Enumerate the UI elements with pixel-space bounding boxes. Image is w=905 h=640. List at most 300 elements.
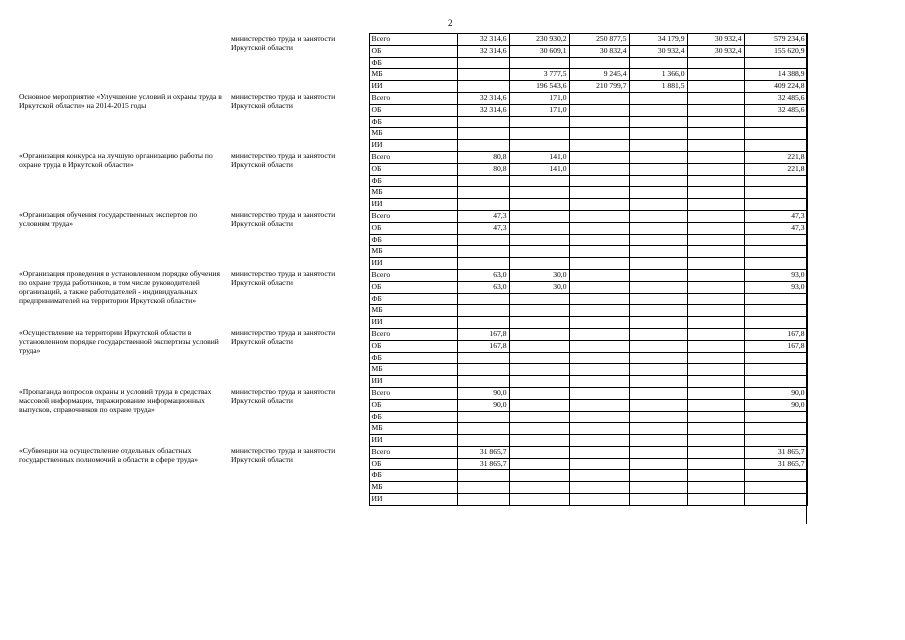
total-cell: 47,3 bbox=[744, 222, 807, 234]
page-number: 2 bbox=[448, 18, 453, 28]
amount-cell: 90,0 bbox=[457, 387, 509, 399]
amount-cell bbox=[629, 281, 687, 293]
total-cell: 167,8 bbox=[744, 340, 807, 352]
amount-cell: 141,0 bbox=[509, 151, 569, 163]
activity-name bbox=[17, 34, 229, 93]
amount-cell bbox=[457, 128, 509, 140]
amount-cell bbox=[629, 376, 687, 388]
amount-cell bbox=[569, 57, 629, 69]
funding-source: ИИ bbox=[369, 435, 457, 447]
total-cell: 167,8 bbox=[744, 328, 807, 340]
total-cell: 90,0 bbox=[744, 399, 807, 411]
amount-cell bbox=[629, 128, 687, 140]
total-cell bbox=[744, 234, 807, 246]
amount-cell bbox=[629, 92, 687, 104]
amount-cell bbox=[457, 81, 509, 93]
funding-source: ИИ bbox=[369, 140, 457, 152]
amount-cell bbox=[687, 104, 744, 116]
funding-source: ФБ bbox=[369, 352, 457, 364]
amount-cell: 30 932,4 bbox=[629, 45, 687, 57]
amount-cell bbox=[687, 222, 744, 234]
amount-cell bbox=[509, 482, 569, 494]
funding-source: ОБ bbox=[369, 281, 457, 293]
total-cell bbox=[744, 128, 807, 140]
amount-cell bbox=[509, 458, 569, 470]
total-cell: 32 485,6 bbox=[744, 104, 807, 116]
amount-cell bbox=[569, 446, 629, 458]
total-cell: 155 620,9 bbox=[744, 45, 807, 57]
table-row bbox=[17, 151, 807, 163]
amount-cell bbox=[509, 435, 569, 447]
amount-cell bbox=[629, 246, 687, 258]
amount-cell bbox=[687, 175, 744, 187]
amount-cell bbox=[629, 470, 687, 482]
amount-cell bbox=[509, 340, 569, 352]
amount-cell bbox=[569, 494, 629, 506]
amount-cell bbox=[629, 328, 687, 340]
funding-source: МБ bbox=[369, 128, 457, 140]
amount-cell: 63,0 bbox=[457, 281, 509, 293]
amount-cell bbox=[687, 482, 744, 494]
amount-cell bbox=[509, 399, 569, 411]
amount-cell bbox=[509, 352, 569, 364]
total-cell: 14 388,9 bbox=[744, 69, 807, 81]
amount-cell: 30 609,1 bbox=[509, 45, 569, 57]
amount-cell bbox=[629, 305, 687, 317]
amount-cell bbox=[569, 140, 629, 152]
amount-cell bbox=[629, 163, 687, 175]
amount-cell: 167,8 bbox=[457, 328, 509, 340]
amount-cell bbox=[569, 340, 629, 352]
amount-cell bbox=[569, 423, 629, 435]
amount-cell bbox=[687, 234, 744, 246]
amount-cell: 1 366,0 bbox=[629, 69, 687, 81]
amount-cell bbox=[687, 187, 744, 199]
amount-cell bbox=[509, 423, 569, 435]
funding-source: ОБ bbox=[369, 222, 457, 234]
amount-cell bbox=[629, 352, 687, 364]
funding-source: ОБ bbox=[369, 340, 457, 352]
amount-cell bbox=[569, 411, 629, 423]
amount-cell bbox=[687, 69, 744, 81]
amount-cell bbox=[569, 470, 629, 482]
total-cell: 221,8 bbox=[744, 151, 807, 163]
amount-cell bbox=[687, 92, 744, 104]
amount-cell: 171,0 bbox=[509, 104, 569, 116]
amount-cell: 167,8 bbox=[457, 340, 509, 352]
total-cell bbox=[744, 57, 807, 69]
amount-cell bbox=[569, 210, 629, 222]
amount-cell bbox=[509, 376, 569, 388]
amount-cell bbox=[509, 246, 569, 258]
amount-cell bbox=[457, 187, 509, 199]
amount-cell bbox=[687, 199, 744, 211]
amount-cell bbox=[457, 470, 509, 482]
amount-cell bbox=[629, 199, 687, 211]
table-row bbox=[17, 328, 807, 340]
amount-cell bbox=[457, 57, 509, 69]
funding-source: МБ bbox=[369, 187, 457, 199]
amount-cell bbox=[509, 187, 569, 199]
amount-cell bbox=[509, 258, 569, 270]
amount-cell bbox=[629, 187, 687, 199]
amount-cell bbox=[629, 175, 687, 187]
amount-cell bbox=[629, 234, 687, 246]
total-cell bbox=[744, 470, 807, 482]
table-row bbox=[17, 269, 807, 281]
activity-name: «Субвенции на осуществление отдельных областных государственных полномочий в области в сфере труда» bbox=[19, 446, 199, 465]
funding-source: МБ bbox=[369, 246, 457, 258]
funding-source: МБ bbox=[369, 364, 457, 376]
amount-cell: 34 179,9 bbox=[629, 34, 687, 46]
amount-cell: 230 930,2 bbox=[509, 34, 569, 46]
amount-cell bbox=[629, 411, 687, 423]
total-cell: 32 485,6 bbox=[744, 92, 807, 104]
amount-cell bbox=[629, 210, 687, 222]
amount-cell bbox=[629, 269, 687, 281]
total-cell bbox=[744, 423, 807, 435]
executor-name: министерство труда и занятости Иркутской области bbox=[231, 269, 336, 288]
activity-name: Основное мероприятие «Улучшение условий и охраны труда в Иркутской области» на 2014-2015 годы bbox=[19, 92, 222, 111]
executor-name: министерство труда и занятости Иркутской области bbox=[231, 92, 336, 111]
amount-cell bbox=[687, 376, 744, 388]
total-cell bbox=[744, 352, 807, 364]
executor-name: министерство труда и занятости Иркутской области bbox=[231, 446, 336, 465]
amount-cell bbox=[509, 494, 569, 506]
amount-cell bbox=[569, 435, 629, 447]
amount-cell: 80,8 bbox=[457, 163, 509, 175]
table-row bbox=[17, 34, 807, 46]
amount-cell bbox=[687, 399, 744, 411]
funding-source: Всего bbox=[369, 446, 457, 458]
amount-cell bbox=[687, 57, 744, 69]
amount-cell bbox=[457, 234, 509, 246]
amount-cell bbox=[629, 140, 687, 152]
amount-cell: 32 314,6 bbox=[457, 92, 509, 104]
amount-cell bbox=[687, 435, 744, 447]
activity-name: «Осуществление на территории Иркутской области в установленном порядке государственной экспертизы условий труда» bbox=[19, 328, 219, 356]
amount-cell bbox=[629, 458, 687, 470]
table-row bbox=[17, 92, 807, 104]
executor-name: министерство труда и занятости Иркутской области bbox=[231, 328, 336, 347]
amount-cell bbox=[629, 399, 687, 411]
amount-cell bbox=[509, 175, 569, 187]
total-cell bbox=[744, 317, 807, 329]
amount-cell bbox=[569, 399, 629, 411]
amount-cell: 3 777,5 bbox=[509, 69, 569, 81]
amount-cell bbox=[569, 458, 629, 470]
budget-table bbox=[17, 33, 808, 506]
amount-cell bbox=[569, 293, 629, 305]
amount-cell: 210 799,7 bbox=[569, 81, 629, 93]
amount-cell bbox=[687, 281, 744, 293]
funding-source: ИИ bbox=[369, 376, 457, 388]
amount-cell bbox=[509, 387, 569, 399]
amount-cell bbox=[687, 423, 744, 435]
amount-cell bbox=[687, 269, 744, 281]
amount-cell bbox=[569, 364, 629, 376]
amount-cell bbox=[687, 317, 744, 329]
total-cell: 93,0 bbox=[744, 281, 807, 293]
amount-cell bbox=[569, 187, 629, 199]
amount-cell: 32 314,6 bbox=[457, 34, 509, 46]
amount-cell bbox=[457, 175, 509, 187]
amount-cell bbox=[569, 246, 629, 258]
amount-cell bbox=[569, 163, 629, 175]
amount-cell bbox=[569, 92, 629, 104]
total-cell: 409 224,8 bbox=[744, 81, 807, 93]
funding-source: ОБ bbox=[369, 163, 457, 175]
amount-cell: 47,3 bbox=[457, 222, 509, 234]
funding-source: ИИ bbox=[369, 81, 457, 93]
amount-cell bbox=[457, 411, 509, 423]
funding-source: Всего bbox=[369, 151, 457, 163]
amount-cell bbox=[457, 376, 509, 388]
funding-source: ФБ bbox=[369, 175, 457, 187]
total-cell: 221,8 bbox=[744, 163, 807, 175]
total-cell bbox=[744, 187, 807, 199]
amount-cell bbox=[509, 305, 569, 317]
amount-cell bbox=[687, 458, 744, 470]
amount-cell: 90,0 bbox=[457, 399, 509, 411]
amount-cell bbox=[687, 352, 744, 364]
amount-cell: 30,0 bbox=[509, 269, 569, 281]
funding-source: МБ bbox=[369, 69, 457, 81]
amount-cell bbox=[569, 151, 629, 163]
funding-source: ОБ bbox=[369, 104, 457, 116]
amount-cell bbox=[687, 163, 744, 175]
amount-cell: 171,0 bbox=[509, 92, 569, 104]
amount-cell bbox=[509, 293, 569, 305]
amount-cell bbox=[569, 104, 629, 116]
total-cell bbox=[744, 175, 807, 187]
funding-source: Всего bbox=[369, 269, 457, 281]
amount-cell bbox=[687, 494, 744, 506]
amount-cell bbox=[687, 411, 744, 423]
amount-cell bbox=[509, 364, 569, 376]
funding-source: ИИ bbox=[369, 317, 457, 329]
amount-cell bbox=[457, 69, 509, 81]
total-cell bbox=[744, 411, 807, 423]
amount-cell bbox=[687, 293, 744, 305]
amount-cell: 30 932,4 bbox=[687, 45, 744, 57]
funding-source: Всего bbox=[369, 210, 457, 222]
funding-source: ИИ bbox=[369, 199, 457, 211]
amount-cell bbox=[509, 116, 569, 128]
amount-cell bbox=[569, 317, 629, 329]
amount-cell bbox=[569, 328, 629, 340]
amount-cell bbox=[687, 210, 744, 222]
amount-cell bbox=[509, 199, 569, 211]
amount-cell bbox=[569, 305, 629, 317]
total-cell: 93,0 bbox=[744, 269, 807, 281]
funding-source: Всего bbox=[369, 328, 457, 340]
amount-cell bbox=[629, 116, 687, 128]
funding-source: ОБ bbox=[369, 399, 457, 411]
amount-cell bbox=[687, 305, 744, 317]
amount-cell bbox=[687, 151, 744, 163]
amount-cell bbox=[457, 246, 509, 258]
amount-cell bbox=[687, 140, 744, 152]
amount-cell: 47,3 bbox=[457, 210, 509, 222]
amount-cell bbox=[687, 446, 744, 458]
executor-name: министерство труда и занятости Иркутской области bbox=[231, 387, 336, 406]
amount-cell: 30,0 bbox=[509, 281, 569, 293]
total-cell bbox=[744, 364, 807, 376]
amount-cell bbox=[457, 352, 509, 364]
funding-source: ФБ bbox=[369, 116, 457, 128]
funding-source: ОБ bbox=[369, 45, 457, 57]
amount-cell: 63,0 bbox=[457, 269, 509, 281]
amount-cell: 196 543,6 bbox=[509, 81, 569, 93]
amount-cell bbox=[629, 387, 687, 399]
amount-cell bbox=[687, 328, 744, 340]
funding-source: ИИ bbox=[369, 258, 457, 270]
amount-cell bbox=[509, 128, 569, 140]
funding-source: МБ bbox=[369, 305, 457, 317]
funding-source: МБ bbox=[369, 482, 457, 494]
total-cell: 47,3 bbox=[744, 210, 807, 222]
table-row bbox=[17, 387, 807, 399]
funding-source: ФБ bbox=[369, 293, 457, 305]
table-row bbox=[17, 446, 807, 458]
amount-cell bbox=[687, 470, 744, 482]
amount-cell bbox=[629, 104, 687, 116]
funding-source: Всего bbox=[369, 34, 457, 46]
amount-cell bbox=[569, 482, 629, 494]
total-cell bbox=[744, 376, 807, 388]
amount-cell: 141,0 bbox=[509, 163, 569, 175]
table-row bbox=[17, 210, 807, 222]
amount-cell: 30 832,4 bbox=[569, 45, 629, 57]
amount-cell: 9 245,4 bbox=[569, 69, 629, 81]
total-cell bbox=[744, 116, 807, 128]
total-cell: 31 865,7 bbox=[744, 446, 807, 458]
amount-cell bbox=[629, 364, 687, 376]
amount-cell bbox=[687, 258, 744, 270]
amount-cell bbox=[457, 317, 509, 329]
amount-cell bbox=[509, 446, 569, 458]
amount-cell bbox=[457, 116, 509, 128]
amount-cell bbox=[509, 411, 569, 423]
amount-cell: 80,8 bbox=[457, 151, 509, 163]
amount-cell: 31 865,7 bbox=[457, 446, 509, 458]
funding-source: Всего bbox=[369, 387, 457, 399]
total-cell bbox=[744, 482, 807, 494]
activity-name: «Организация обучения государственных экспертов по условиям труда» bbox=[19, 210, 198, 229]
amount-cell bbox=[629, 446, 687, 458]
funding-source: ОБ bbox=[369, 458, 457, 470]
amount-cell bbox=[569, 352, 629, 364]
amount-cell bbox=[629, 494, 687, 506]
amount-cell bbox=[457, 423, 509, 435]
amount-cell: 1 881,5 bbox=[629, 81, 687, 93]
amount-cell bbox=[687, 364, 744, 376]
total-cell: 31 865,7 bbox=[744, 458, 807, 470]
amount-cell bbox=[509, 222, 569, 234]
amount-cell bbox=[509, 210, 569, 222]
executor-name: министерство труда и занятости Иркутской области bbox=[231, 33, 336, 52]
activity-name: «Организация проведения в установленном порядке обучения по охране труда работников, в том числе руководителей организаций, а также работодателей - индивидуальных предпринимателей на территории Иркутской области» bbox=[19, 269, 220, 306]
funding-source: ФБ bbox=[369, 411, 457, 423]
funding-source: МБ bbox=[369, 423, 457, 435]
amount-cell bbox=[457, 435, 509, 447]
amount-cell bbox=[687, 246, 744, 258]
amount-cell bbox=[629, 57, 687, 69]
amount-cell: 31 865,7 bbox=[457, 458, 509, 470]
funding-source: Всего bbox=[369, 92, 457, 104]
total-cell: 90,0 bbox=[744, 387, 807, 399]
amount-cell bbox=[509, 317, 569, 329]
table-right-border bbox=[806, 33, 807, 524]
amount-cell bbox=[457, 258, 509, 270]
amount-cell bbox=[457, 305, 509, 317]
funding-source: ФБ bbox=[369, 470, 457, 482]
amount-cell bbox=[569, 234, 629, 246]
amount-cell bbox=[629, 151, 687, 163]
amount-cell bbox=[457, 199, 509, 211]
amount-cell bbox=[457, 482, 509, 494]
total-cell bbox=[744, 140, 807, 152]
amount-cell bbox=[687, 116, 744, 128]
total-cell bbox=[744, 435, 807, 447]
amount-cell bbox=[629, 423, 687, 435]
total-cell bbox=[744, 293, 807, 305]
amount-cell bbox=[509, 57, 569, 69]
amount-cell bbox=[629, 340, 687, 352]
amount-cell: 250 877,5 bbox=[569, 34, 629, 46]
amount-cell bbox=[569, 269, 629, 281]
total-cell: 579 234,6 bbox=[744, 34, 807, 46]
amount-cell: 32 314,6 bbox=[457, 45, 509, 57]
amount-cell bbox=[457, 293, 509, 305]
amount-cell bbox=[457, 364, 509, 376]
amount-cell bbox=[569, 222, 629, 234]
funding-source: ИИ bbox=[369, 494, 457, 506]
total-cell bbox=[744, 305, 807, 317]
amount-cell bbox=[629, 258, 687, 270]
amount-cell bbox=[629, 317, 687, 329]
amount-cell bbox=[457, 494, 509, 506]
amount-cell bbox=[569, 281, 629, 293]
amount-cell bbox=[629, 222, 687, 234]
amount-cell bbox=[457, 140, 509, 152]
activity-name: «Пропаганда вопросов охраны и условий труда в средствах массовой информации, тиражирование информационных выпусков, справочников по охране труда» bbox=[19, 387, 212, 415]
funding-source: ФБ bbox=[369, 57, 457, 69]
amount-cell bbox=[629, 435, 687, 447]
amount-cell bbox=[509, 234, 569, 246]
total-cell bbox=[744, 258, 807, 270]
amount-cell bbox=[569, 128, 629, 140]
amount-cell: 30 932,4 bbox=[687, 34, 744, 46]
amount-cell bbox=[509, 140, 569, 152]
amount-cell: 32 314,6 bbox=[457, 104, 509, 116]
amount-cell bbox=[629, 293, 687, 305]
amount-cell bbox=[687, 387, 744, 399]
amount-cell bbox=[569, 387, 629, 399]
amount-cell bbox=[629, 482, 687, 494]
executor-name: министерство труда и занятости Иркутской области bbox=[231, 210, 336, 229]
activity-name: «Организация конкурса на лучшую организацию работы по охране труда в Иркутской области» bbox=[19, 151, 213, 170]
amount-cell bbox=[509, 470, 569, 482]
total-cell bbox=[744, 246, 807, 258]
amount-cell bbox=[569, 175, 629, 187]
total-cell bbox=[744, 494, 807, 506]
amount-cell bbox=[569, 199, 629, 211]
total-cell bbox=[744, 199, 807, 211]
amount-cell bbox=[687, 81, 744, 93]
amount-cell bbox=[687, 128, 744, 140]
